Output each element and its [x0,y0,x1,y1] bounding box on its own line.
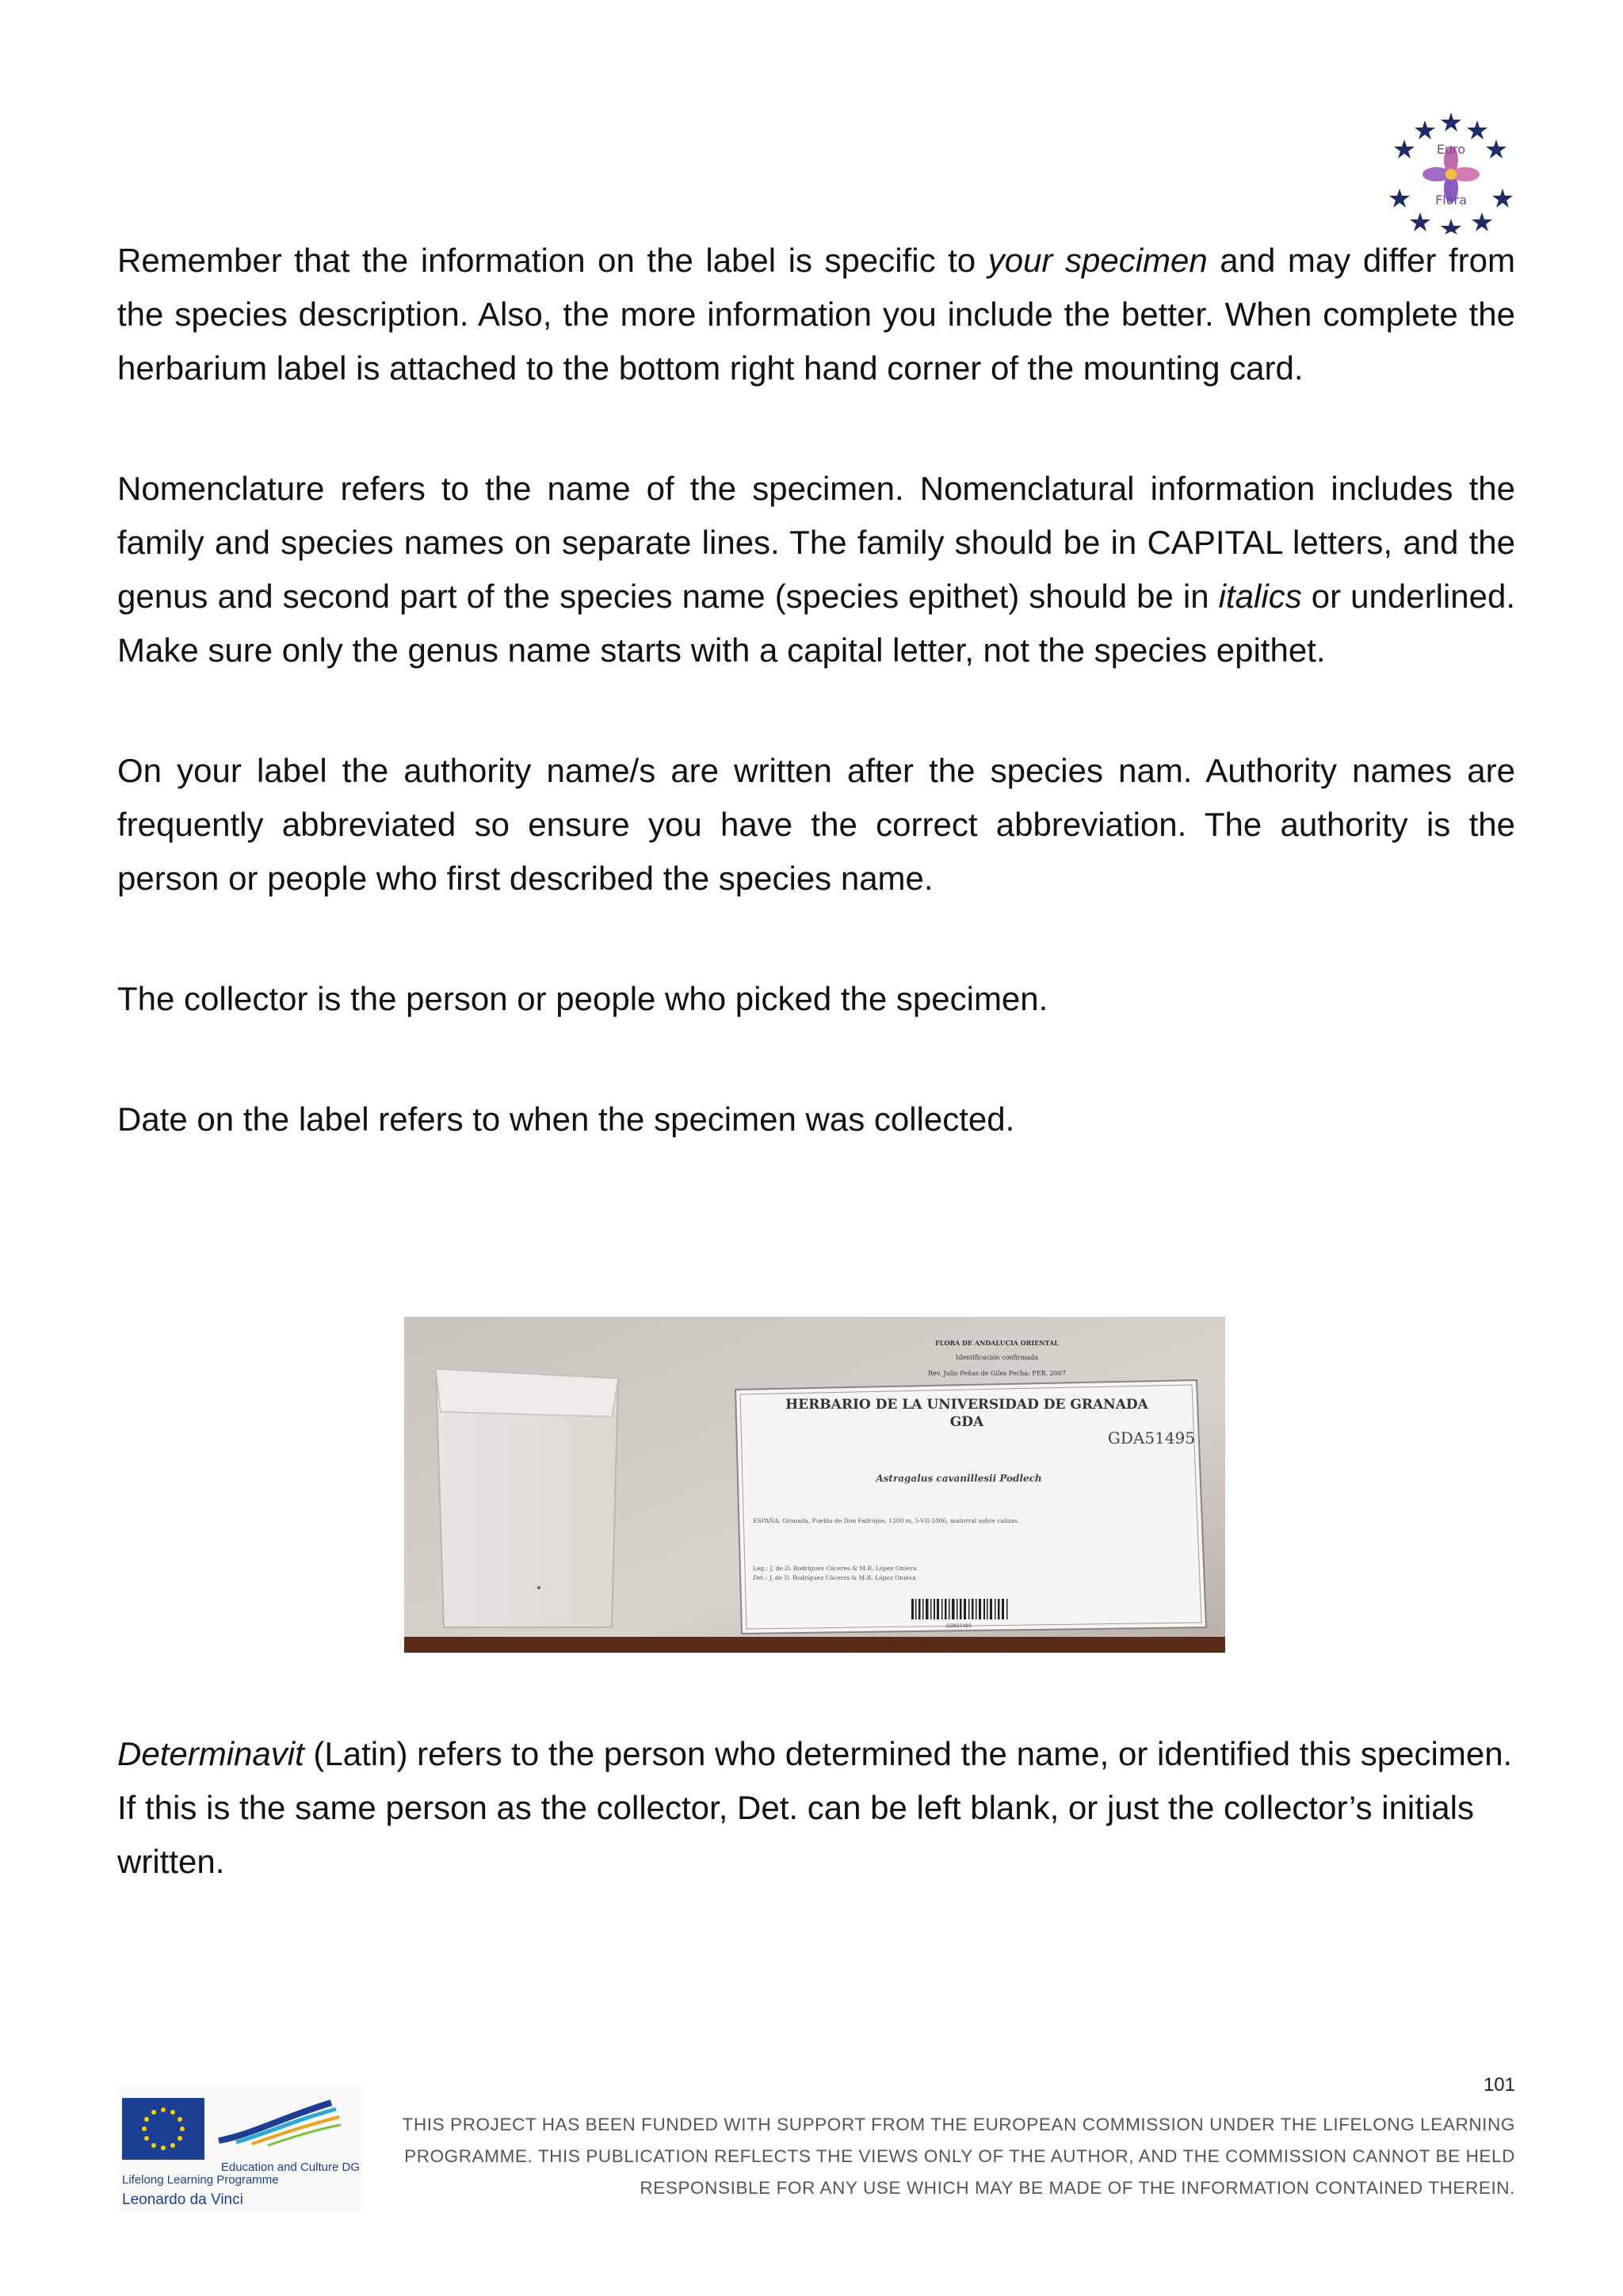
herbarium-label [735,1380,1206,1634]
label-locality: ESPAÑA: Granada, Puebla de Don Fadrique, 1200 m, 5-VII-2006, matorral sobre calizas. [753,1517,1020,1524]
paragraph-date: Date on the label refers to when the specimen was collected. [117,1100,1015,1138]
label-leg: Leg.: J. de D. Rodríguez Cáceres & M.R. López Onieva [753,1565,917,1572]
paragraph-label-info: Remember that the information on the label is specific to your specimen and may differ from the species description. Also, the more information you include the better. When complete the herbarium label is attached to the bottom right hand corner of the mounting card. [117,242,1515,387]
disclaimer-line: THIS PROJECT HAS BEEN FUNDED WITH SUPPORT FROM THE EUROPEAN COMMISSION UNDER THE LIFELONG LEARNING [402,2115,1515,2134]
herbarium-label-photo [404,1317,1225,1653]
label-species: Astragalus cavanillesii Podlech [876,1473,1042,1484]
logo-text-euro: Euro [1436,142,1466,157]
logo-text-ldv: Leonardo da Vinci [122,2191,243,2208]
footer-logos [117,2085,363,2212]
paragraph-nomenclature: Nomenclature refers to the name of the specimen. Nomenclatural information includes the family and species names on separate lines. The family should be in CAPITAL letters, and the genus and second part of the species name (species epithet) should be in italics or underlined. Make sure only the genus name starts with a capital letter, not the species epithet. [117,470,1515,669]
label-subtitle: GDA [949,1414,984,1430]
logo-text-llp: Lifelong Learning Programme [122,2173,279,2187]
paragraph-collector: The collector is the person or people who picked the specimen. [117,980,1048,1017]
label-code: GDA51495 [1107,1428,1195,1447]
eu-flag-icon [122,2098,204,2160]
photo-header-line-3: Rev. Julio Peñas de Giles Fecha: FEB. 2007 [927,1370,1067,1377]
logo-text-flora: Flora [1435,193,1467,208]
photo-header-line-2: Identificación confirmada [956,1354,1038,1361]
envelope [436,1369,618,1627]
euroflora-logo [1388,109,1514,235]
barcode-number: GDA51495 [945,1623,972,1629]
page-number: 101 [1483,2074,1515,2096]
disclaimer-line: RESPONSIBLE FOR ANY USE WHICH MAY BE MADE OF THE INFORMATION CONTAINED THEREIN. [640,2178,1515,2198]
logo-text-education: Education and Culture DG [220,2161,360,2174]
photo-header-line-1: FLORA DE ANDALUCIA ORIENTAL [935,1339,1059,1347]
footer-disclaimer [365,2109,1515,2204]
disclaimer-line: PROGRAMME. THIS PUBLICATION REFLECTS THE VIEWS ONLY OF THE AUTHOR, AND THE COMMISSION CANNOT BE HELD [404,2146,1515,2166]
paragraph-authority: On your label the authority name/s are written after the species nam. Authority names are frequently abbreviated so ensure you have the correct abbreviation. The authority is the person or people who first described the species name. [117,752,1515,897]
paragraph-determinavit: Determinavit (Latin) refers to the person who determined the name, or identified this specimen. If this is the same person as the collector, Det. can be left blank, or just the collector’s initials written. [117,1735,1513,1880]
label-title: HERBARIO DE LA UNIVERSIDAD DE GRANADA [785,1397,1148,1413]
label-det: Det.: J. de D. Rodríguez Cáceres & M.R. López Onieva [753,1574,916,1581]
main-text [117,234,1515,1146]
